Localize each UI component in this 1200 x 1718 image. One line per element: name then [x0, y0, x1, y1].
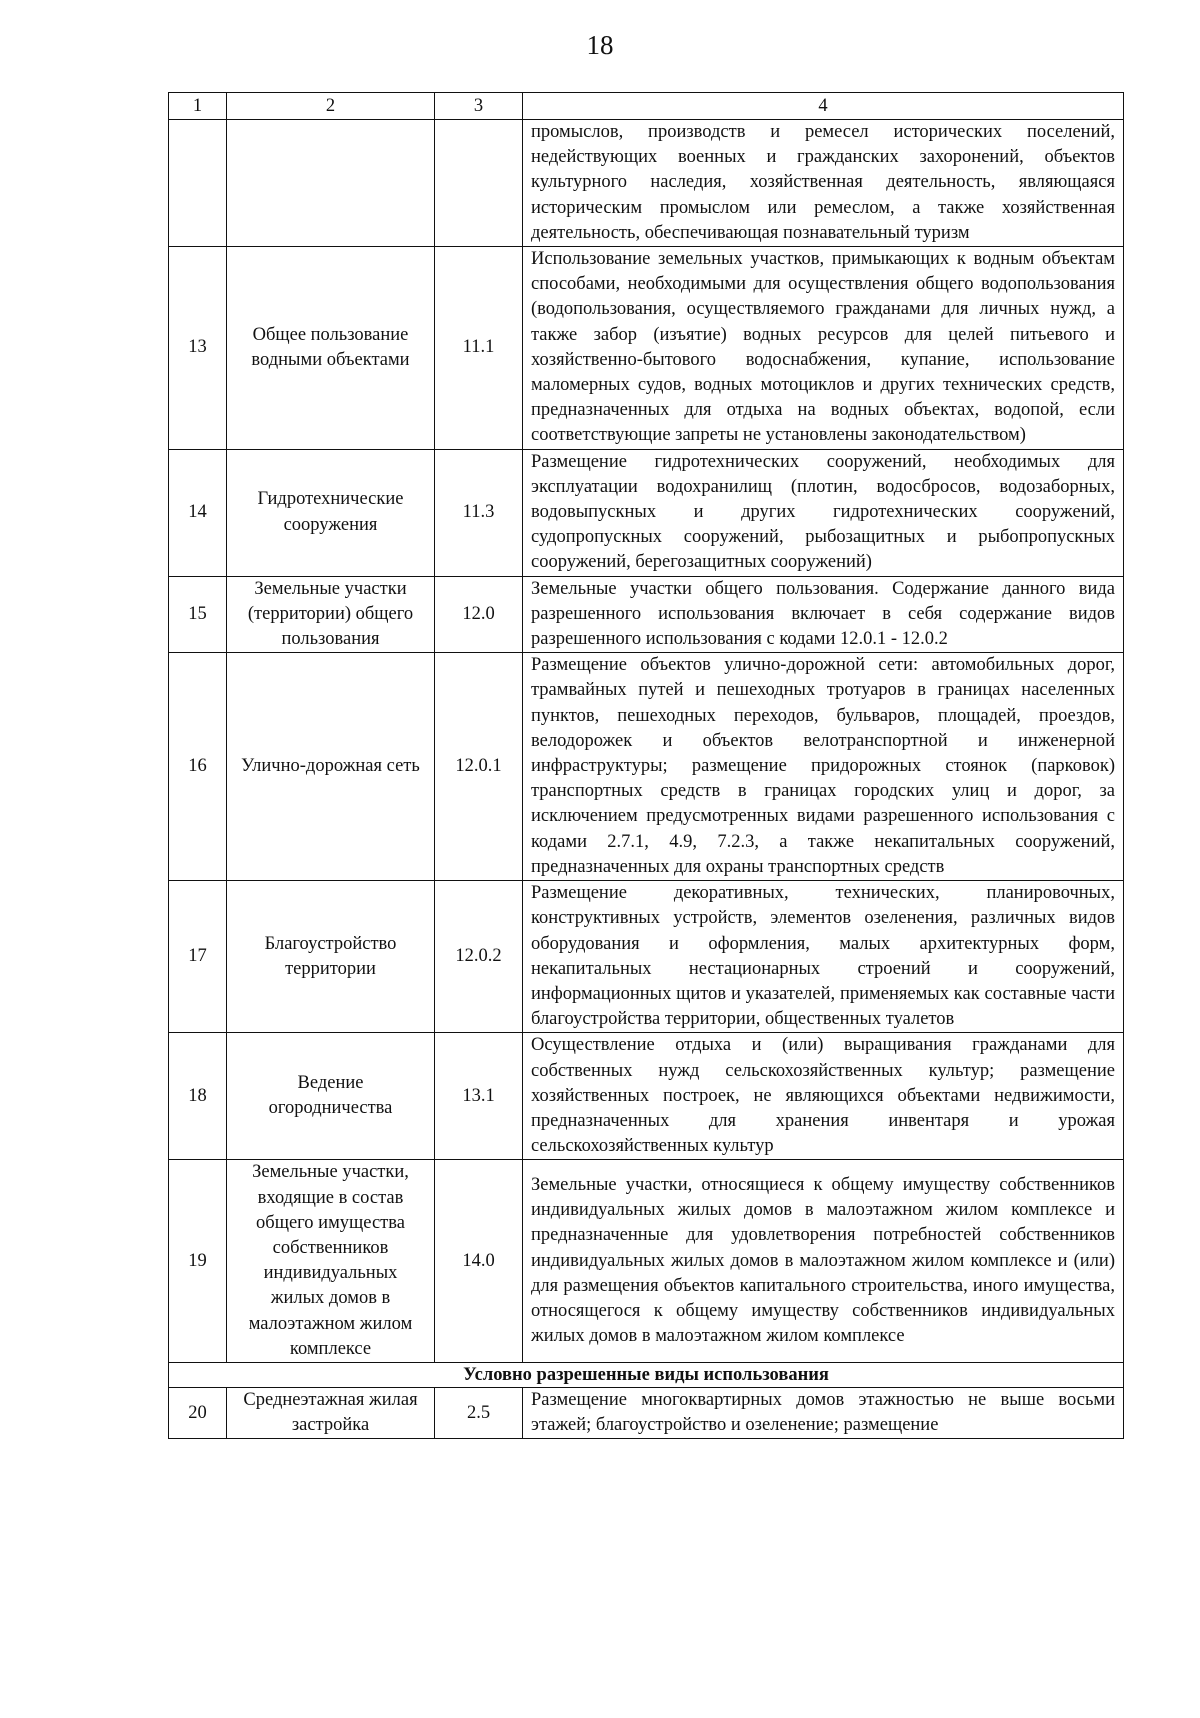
use-type-description: Размещение объектов улично-дорожной сети: автомобильных дорог, трамвайных путей и пешеходных тротуаров в границах населенных пунктов, пешеходных переходов, бульваров, площадей, проездов, велодорожек и объектов велотранспортной и инженерной инфраструктуры; размещение придорожных стоянок (парковок) транспортных средств в границах городских улиц и дорог, за исключением предусмотренных видами разрешенного использования с кодами 2.7.1, 4.9, 7.2.3, а также некапитальных сооружений, предназначенных для охраны транспортных средств [523, 653, 1124, 881]
use-type-description: Земельные участки общего пользования. Содержание данного вида разрешенного использования включает в себя содержание видов разрешенного использования с кодами 12.0.1 - 12.0.2 [523, 576, 1124, 653]
row-number: 15 [169, 576, 227, 653]
use-type-code: 11.1 [435, 247, 523, 450]
use-type-description: Размещение многоквартирных домов этажностью не выше восьми этажей; благоустройство и озеленение; размещение [523, 1387, 1124, 1438]
row-number: 18 [169, 1033, 227, 1160]
table-row [169, 576, 1124, 653]
column-header: 3 [435, 93, 523, 120]
use-type-description: Использование земельных участков, примыкающих к водным объектам способами, необходимыми для осуществления общего водопользования (водопользования, осуществляемого гражданами для личных нужд, а также забор (изъятие) водных ресурсов для целей питьевого и хозяйственно-бытового водоснабжения, купание, использование маломерных судов, водных мотоциклов и других технических средств, предназначенных для отдыха на водных объектах, водопой, если соответствующие запреты не установлены законодательством) [523, 247, 1124, 450]
row-number: 20 [169, 1387, 227, 1438]
use-type-code: 12.0 [435, 576, 523, 653]
table-row [169, 1160, 1124, 1363]
table-row [169, 1033, 1124, 1160]
table-header-row [169, 93, 1124, 120]
row-number: 17 [169, 881, 227, 1033]
use-type-name: Гидротехнические сооружения [227, 449, 435, 576]
use-type-name: Земельные участки, входящие в состав общего имущества собственников индивидуальных жилых домов в малоэтажном жилом комплексе [227, 1160, 435, 1363]
table-row [169, 120, 1124, 247]
use-type-code: 12.0.1 [435, 653, 523, 881]
use-type-code: 2.5 [435, 1387, 523, 1438]
use-type-description: Осуществление отдыха и (или) выращивания гражданами для собственных нужд сельскохозяйственных культур; размещение хозяйственных построек, не являющихся объектами недвижимости, предназначенных для хранения инвентаря и урожая сельскохозяйственных культур [523, 1033, 1124, 1160]
use-type-name [227, 120, 435, 247]
use-type-code: 11.3 [435, 449, 523, 576]
row-number: 16 [169, 653, 227, 881]
row-number: 13 [169, 247, 227, 450]
use-type-name: Среднеэтажная жилая застройка [227, 1387, 435, 1438]
table-row [169, 881, 1124, 1033]
column-header: 1 [169, 93, 227, 120]
section-header-row [169, 1362, 1124, 1387]
use-type-code: 12.0.2 [435, 881, 523, 1033]
use-type-description: Земельные участки, относящиеся к общему имуществу собственников индивидуальных жилых домов в малоэтажном жилом комплексе и предназначенные для удовлетворения потребностей собственников индивидуальных жилых домов в малоэтажном жилом комплексе и (или) для размещения объектов капитального строительства, иного имущества, относящегося к общему имуществу собственников индивидуальных жилых домов в малоэтажном жилом комплексе [523, 1160, 1124, 1363]
use-type-name: Благоустройство территории [227, 881, 435, 1033]
table-row [169, 1387, 1124, 1438]
page-number: 18 [586, 30, 614, 60]
land-use-table [168, 92, 1124, 1439]
table-row [169, 247, 1124, 450]
use-type-code [435, 120, 523, 247]
use-type-description: Размещение декоративных, технических, планировочных, конструктивных устройств, элементов озеленения, различных видов оборудования и оформления, малых архитектурных форм, некапитальных нестационарных строений и сооружений, информационных щитов и указателей, применяемых как составные части благоустройства территории, общественных туалетов [523, 881, 1124, 1033]
use-type-description: промыслов, производств и ремесел исторических поселений, недействующих военных и гражданских захоронений, объектов культурного наследия, хозяйственная деятельность, являющаяся историческим промыслом или ремеслом, а также хозяйственная деятельность, обеспечивающая познавательный туризм [523, 120, 1124, 247]
use-type-name: Общее пользование водными объектами [227, 247, 435, 450]
use-type-code: 14.0 [435, 1160, 523, 1363]
column-header: 2 [227, 93, 435, 120]
row-number: 19 [169, 1160, 227, 1363]
use-type-name: Земельные участки (территории) общего пользования [227, 576, 435, 653]
section-title: Условно разрешенные виды использования [169, 1362, 1124, 1387]
table-row [169, 449, 1124, 576]
row-number [169, 120, 227, 247]
table-row [169, 653, 1124, 881]
use-type-description: Размещение гидротехнических сооружений, необходимых для эксплуатации водохранилищ (плотин, водосбросов, водозаборных, водовыпускных и других гидротехнических сооружений, судопропускных сооружений, рыбозащитных и рыбопропускных сооружений, берегозащитных сооружений) [523, 449, 1124, 576]
row-number: 14 [169, 449, 227, 576]
use-type-code: 13.1 [435, 1033, 523, 1160]
use-type-name: Ведение огородничества [227, 1033, 435, 1160]
column-header: 4 [523, 93, 1124, 120]
use-type-name: Улично-дорожная сеть [227, 653, 435, 881]
